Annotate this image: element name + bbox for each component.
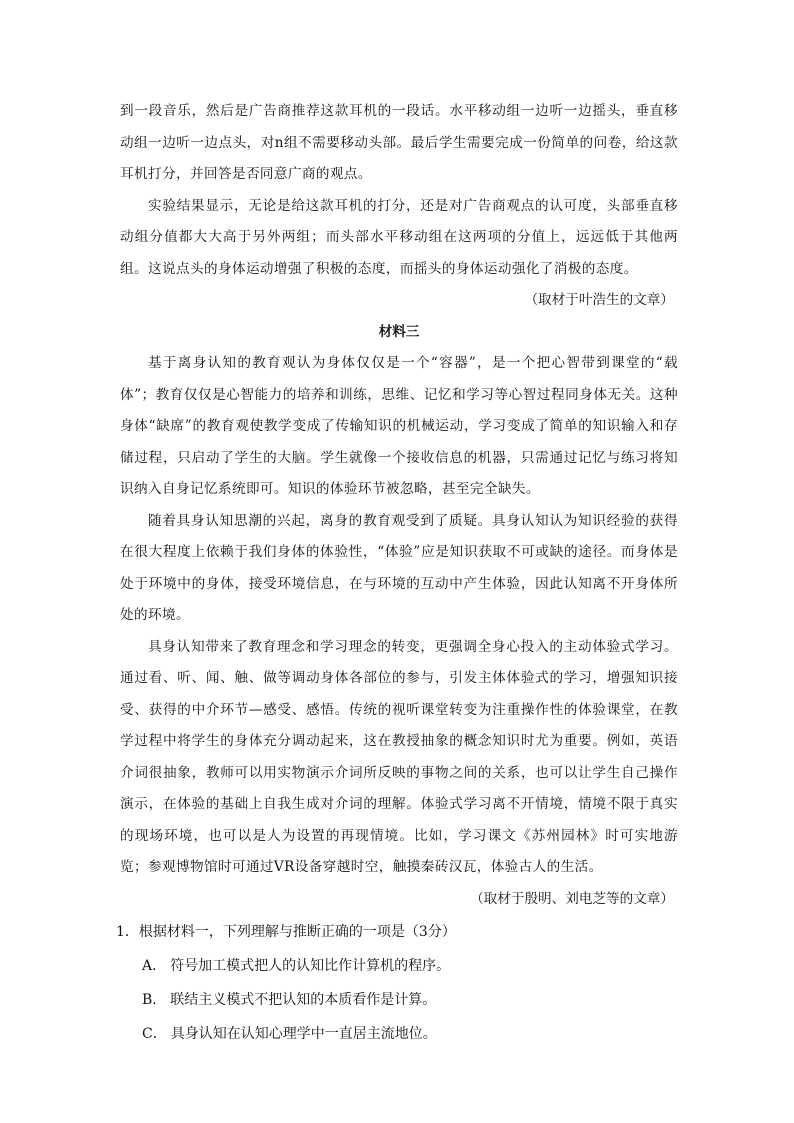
material3-source: （取材于殷明、刘电芝等的文章） [470,890,674,907]
option-a-text: 符号加工模式把人的认知比作计算机的程序。 [170,958,451,974]
option-b-letter: B． [142,992,167,1008]
option-a-letter: A． [142,958,167,974]
material3-paragraph-2: 随着具身认知思潮的兴起，离身的教育观受到了质疑。具身认知认为知识经验的获得在很大程度上依赖于我们身体的体验性，“体验”应是知识获取不可或缺的途径。而身体是处于环境中的身体，接受环境信息，在与环境的互动中产生体验，因此认知离不开身体所处的环境。 [120,512,678,623]
material3-title: 材料三 [378,323,420,340]
option-b-text: 联结主义模式不把认知的本质看作是计算。 [170,992,437,1008]
option-c-text: 具身认知在认知心理学中一直居主流地位。 [170,1026,437,1042]
option-c-letter: C． [142,1026,167,1042]
material3-paragraph-3: 具身认知带来了教育理念和学习理念的转变，更强调全身心投入的主动体验式学习。通过看、听、闻、触、做等调动身体各部位的参与，引发主体体验式的学习，增强知识接受、获得的中介环节—感受、感悟。传统的视听课堂转变为注重操作性的体验课堂，在教学过程中将学生的身体充分调动起来，这在教授抽象的概念知识时尤为重要。例如，英语介词很抽象，教师可以用实物演示介词所反映的事物之间的关系，也可以让学生自己操作演示，在体验的基础上自我生成对介词的理解。体验式学习离不开情境，情境不限于真实的现场环境，也可以是人为设置的再现情境。比如，学习课文《苏州园林》时可实地游览；参观博物馆时可通过VR设备穿越时空，触摸秦砖汉瓦，体验古人的生活。 [120,638,678,875]
document-page [116,96,678,1051]
material2-source: （取材于叶浩生的文章） [524,292,674,308]
question-stem: 1．根据材料一，下列理解与推断正确的一项是（3分） [116,924,456,940]
option-c [120,1017,678,1051]
material2-paragraph-2: 实验结果显示，无论是给这款耳机的打分，还是对广告商观点的认可度，头部垂直移动组分值都大大高于另外两组；而头部水平移动组在这两项的分值上，远远低于其他两组。这说点头的身体运动增强了积极的态度，而摇头的身体运动强化了消极的态度。 [120,197,678,277]
material2-paragraph-1: 到一段音乐，然后是广告商推荐这款耳机的一段话。水平移动组一边听一边摇头，垂直移动组一边听一边点头，对n组不需要移动头部。最后学生需要完成一份简单的问卷，给这款耳机打分，并回答是否同意广商的观点。 [120,103,678,182]
material3-paragraph-1: 基于离身认知的教育观认为身体仅仅是一个“容器”，是一个把心智带到课堂的“载体”；教育仅仅是心智能力的培养和训练，思维、记忆和学习等心智过程同身体无关。这种身体“缺席”的教育观使教学变成了传输知识的机械运动，学习变成了简单的知识输入和存储过程，只启动了学生的大脑。学生就像一个接收信息的机器，只需通过记忆与练习将知识纳入自身记忆系统即可。知识的体验环节被忽略，甚至完全缺失。 [120,355,678,497]
option-b [120,983,678,1017]
option-a [120,949,678,983]
